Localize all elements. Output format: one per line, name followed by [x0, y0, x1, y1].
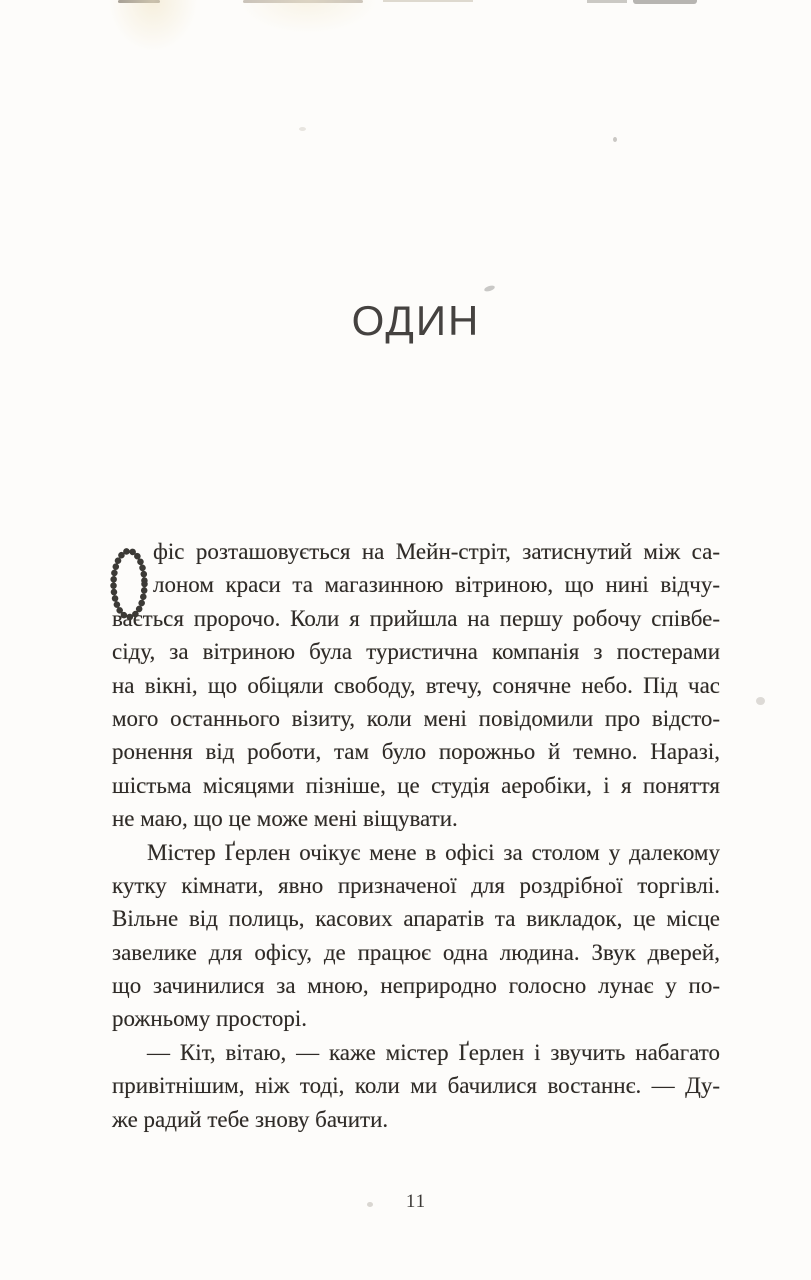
text-line: — Кіт, вітаю, — каже містер Ґерлен і звучить набагато: [147, 1039, 720, 1065]
text-line: привітнішим, ніж тоді, коли ми бачилися востаннє. — Ду-: [112, 1073, 720, 1099]
text-line: лоном краси та магазинною вітриною, що нині відчу-: [153, 572, 720, 598]
text-line: що зачинилися за мною, неприродно голосно лунає у по-: [112, 973, 720, 999]
text-line: мого останнього візиту, коли мені повідомили про відсто-: [112, 705, 720, 731]
scan-smudge: [108, 0, 198, 52]
text-line: не маю, що це може мені віщувати.: [112, 806, 458, 832]
scan-speck: [756, 697, 765, 705]
scan-artifact: [633, 0, 697, 4]
scan-speck: [483, 284, 495, 292]
chapter-title: ОДИН: [351, 297, 481, 344]
scan-artifact: [243, 0, 363, 3]
page-number: 11: [405, 1191, 427, 1212]
scan-artifact: [118, 0, 160, 3]
text-line: на вікні, що обіцяли свободу, втечу, сонячне небо. Під час: [112, 672, 720, 698]
scan-speck: [613, 137, 617, 142]
text-line: сіду, за вітриною була туристична компанія з постерами: [112, 639, 720, 665]
text-line: Вільне від полиць, касових апаратів та викладок, це місце: [112, 906, 720, 932]
text-line: завелике для офісу, де працює одна людина. Звук дверей,: [112, 939, 720, 965]
scan-smudge: [238, 0, 378, 34]
text-line: Містер Ґерлен очікує мене в офісі за столом у далекому: [147, 839, 720, 865]
text-line: рожньому просторі.: [112, 1006, 307, 1032]
scan-artifact: [587, 0, 627, 3]
text-line: же радий тебе знову бачити.: [112, 1106, 389, 1132]
text-line: вається пророчо. Коли я прийшла на першу робочу співбе-: [112, 605, 720, 631]
text-line: фіс розташовується на Мейн-стріт, затиснутий між са-: [153, 539, 720, 564]
scan-speck: [299, 127, 306, 131]
text-line: ронення від роботи, там було порожньо й темно. Наразі,: [112, 739, 720, 765]
ornamental-dropcap-letter-O: [109, 546, 149, 624]
text-line: кутку кімнати, явно призначеної для роздрібної торгівлі.: [112, 872, 720, 898]
text-line: шістьма місяцями пізніше, це студія аеробіки, і я поняття: [112, 772, 720, 798]
scan-artifact: [383, 0, 473, 2]
body-text: [112, 535, 720, 1136]
